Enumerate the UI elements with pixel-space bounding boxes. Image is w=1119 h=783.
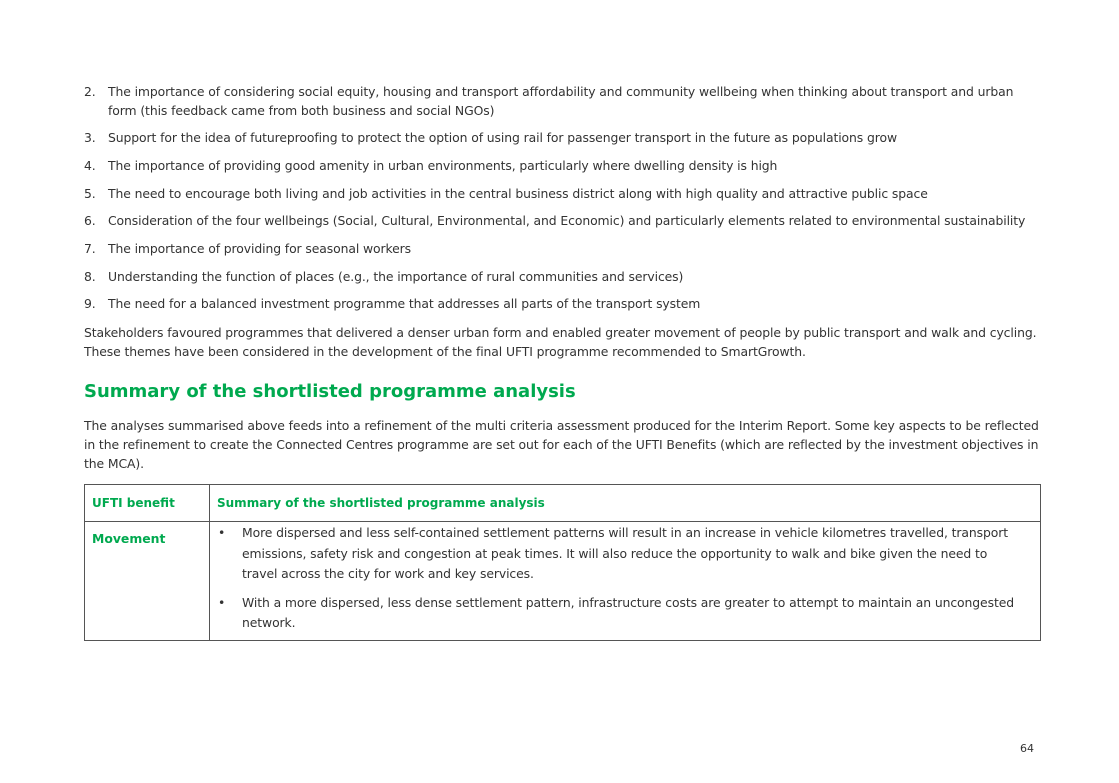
header-summary: Summary of the shortlisted programme analysis (210, 485, 1041, 522)
list-item (84, 129, 1042, 148)
table-row (85, 522, 1041, 641)
bullet-text: More dispersed and less self-contained settlement patterns will result in an increase in vehicle kilometres travelled, transport emissions, safety risk and congestion at peak times. It will also reduce the opportunity to walk and bike given the need to travel across the city for work and key services. (242, 525, 1008, 581)
list-item-number: 6. (84, 213, 96, 229)
list-item-number: 4. (84, 157, 96, 173)
summary-bullet-list (217, 523, 1026, 634)
benefit-cell: Movement (85, 522, 210, 641)
numbered-list (84, 83, 1042, 314)
list-item (84, 240, 1042, 259)
list-item (84, 295, 1042, 314)
list-item-number: 9. (84, 296, 96, 312)
summary-cell (210, 522, 1041, 641)
list-item-text: The need to encourage both living and job activities in the central business district along with high quality and attractive public space (108, 185, 928, 201)
page-number: 64 (1020, 742, 1034, 755)
list-item-number: 5. (84, 185, 96, 201)
section-intro-paragraph: The analyses summarised above feeds into a refinement of the multi criteria assessment produced for the Interim Report. Some key aspects to be reflected in the refinement to create the Connected Centres programme are set out for each of the UFTI Benefits (which are reflected by the investment objectives in the MCA). (84, 418, 1039, 471)
document-page (84, 83, 1042, 641)
section-heading: Summary of the shortlisted programme analysis (84, 381, 576, 402)
list-item-number: 8. (84, 268, 96, 284)
stakeholders-paragraph: Stakeholders favoured programmes that delivered a denser urban form and enabled greater movement of people by public transport and walk and cycling. These themes have been considered in the development of the final UFTI programme recommended to SmartGrowth. (84, 325, 1037, 359)
bullet-text: With a more dispersed, less dense settlement pattern, infrastructure costs are greater to attempt to maintain an uncongested network. (242, 594, 1014, 630)
header-ufti-benefit: UFTI benefit (85, 485, 210, 522)
list-item (84, 83, 1042, 120)
bullet-item (217, 523, 1026, 585)
bullet-item (217, 593, 1026, 634)
list-item-text: The need for a balanced investment programme that addresses all parts of the transport system (108, 296, 701, 312)
list-item (84, 268, 1042, 287)
benefit-analysis-table (84, 484, 1041, 641)
list-item-text: Understanding the function of places (e.g., the importance of rural communities and services) (108, 268, 684, 284)
list-item-text: The importance of providing good amenity in urban environments, particularly where dwelling density is high (108, 157, 778, 173)
list-item-text: The importance of considering social equity, housing and transport affordability and community wellbeing when thinking about transport and urban form (this feedback came from both business and social NGOs) (108, 84, 1014, 118)
list-item-text: Support for the idea of futureproofing to protect the option of using rail for passenger transport in the future as populations grow (108, 130, 897, 146)
list-item-text: Consideration of the four wellbeings (Social, Cultural, Environmental, and Economic) and particularly elements related to environmental sustainability (108, 213, 1026, 229)
list-item (84, 157, 1042, 176)
bullet-icon: • (218, 525, 226, 540)
list-item (84, 212, 1042, 231)
list-item-number: 3. (84, 130, 96, 146)
table-header-row (85, 485, 1041, 522)
list-item-number: 2. (84, 84, 96, 99)
list-item-number: 7. (84, 240, 96, 256)
list-item-text: The importance of providing for seasonal workers (108, 240, 412, 256)
list-item (84, 185, 1042, 204)
bullet-icon: • (218, 594, 226, 610)
